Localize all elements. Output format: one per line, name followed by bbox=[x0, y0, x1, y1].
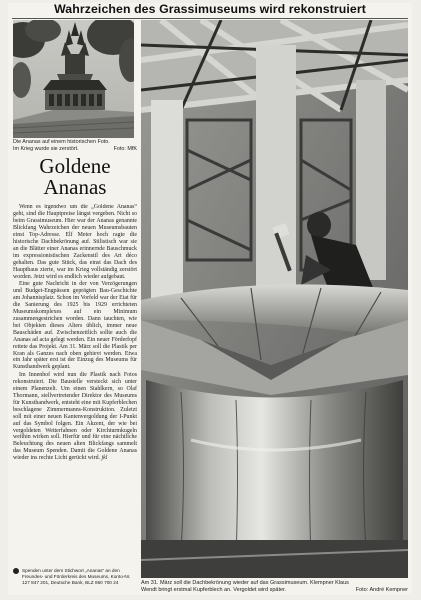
paragraph-2: Eine gute Nachricht in der von Verzögerungen und Budget-Engpässen geprägten Bau-Geschichte am Johannisplatz. Schon im Vorfeld war der Etat für die Sanierung des 1925 bis 1929 errichteten Museumskomplexes auf ein Minimum zusammengestrichen worden. Dann tauchten, wie bei Objekten dieses Alters üblich, immer neue Bauschäden auf. Zwischenzeitlich sollte auch die Ananas ad acta gelegt werden. Ein neuer Förderfopf rettete das Projekt. Am 31. März soll die Plastik per Kran als Ganzes nach oben gehievt werden. Etwa ein Jahr später erst ist der Einzug des Museums für Kunsthandwerk geplant. bbox=[13, 280, 137, 371]
historic-caption-line1: Die Ananas auf einem historischen Foto. bbox=[13, 139, 110, 145]
title-line1: Goldene bbox=[39, 154, 111, 178]
title-line2: Ananas bbox=[43, 175, 107, 199]
headline: Wahrzeichen des Grassimuseums wird rekonstruiert bbox=[54, 2, 366, 16]
paragraph-3 bbox=[13, 372, 137, 462]
donation-note bbox=[13, 568, 137, 594]
construction-caption-line2: Wendt bringt erstmal Kupferblech an. Vergoldet wird später. bbox=[141, 587, 287, 593]
historic-photo-credit: Foto: MfK bbox=[113, 146, 137, 152]
historic-caption-line2: Im Krieg wurde sie zerstört. bbox=[13, 146, 79, 152]
donation-text: Spenden unter dem Stichwort „Ananas“ an den Freundes- und Förderkreis des Museums, Konto-Nr. 127 847 201, Deutsche Bank, BLZ 860 700 24 bbox=[22, 568, 131, 585]
historic-photo-caption bbox=[13, 139, 137, 153]
author-signature: jkl bbox=[101, 455, 108, 462]
construction-photo-caption bbox=[141, 580, 408, 594]
headline-rule bbox=[12, 18, 408, 19]
bullet-icon bbox=[13, 568, 19, 574]
construction-caption-line1: Am 31. März soll die Dachbekrönung wieder auf das Grassimuseum. Klempner Klaus bbox=[141, 580, 349, 586]
construction-photo bbox=[141, 20, 408, 578]
paragraph-1: Wenn es irgendwo um die „Goldene Ananas“ geht, sind die Hauptpreise längst vergeben. Nicht so beim Grassimuseum. Hier war der Ananas genannte Blickfang Wahrzeichen der neuen Museumsbauten einst Top-Adresse. Elf Meter hoch ragte die historische Dachbekrönung auf. Stilistisch war sie an die Blätter einer Ananas erinnernde Bauschmuck im expressionistischen Zackenstil des Art déco gehalten. Das gute Stück, das einst das Dach des Hauptbaus zierte, war im Krieg vollständig zerstört worden. Jetzt wird es endlich wieder aufgebaut. bbox=[13, 204, 137, 280]
historic-pineapple-image bbox=[13, 20, 134, 138]
historic-photo bbox=[13, 20, 134, 138]
article-body bbox=[13, 204, 137, 566]
copper-pineapple-image bbox=[141, 20, 408, 578]
article-title bbox=[13, 156, 137, 198]
paragraph-3-text: Im Innenhof wird nun die Plastik nach Fotos rekonstruiert. Die Baustelle versteckt sich unter einem Planenzelt. Um einen Stahlkern, so Olaf Thormann, stellvertretender Direktor des Museums für Kunsthandwerk, entsteht eine mit Kupferblechen beschlagene Zimmermanns-Konstruktion. Zuletzt soll mit einer neuen Kantenvergoldung der I-Punkt auf das Symbol folgen. Ein Akzent, der wie bei vergoldeten Wetterfahnen oder Kirchturmkugeln weithin wirken soll. Hierfür und für eine nächtliche Beleuchtung des neuen alten Blickfangs sammelt das Museum Spenden. Damit die Goldene Ananas wieder ins rechte Licht gerückt wird. bbox=[13, 371, 137, 462]
construction-photo-credit: Foto: André Kempner bbox=[355, 587, 408, 593]
